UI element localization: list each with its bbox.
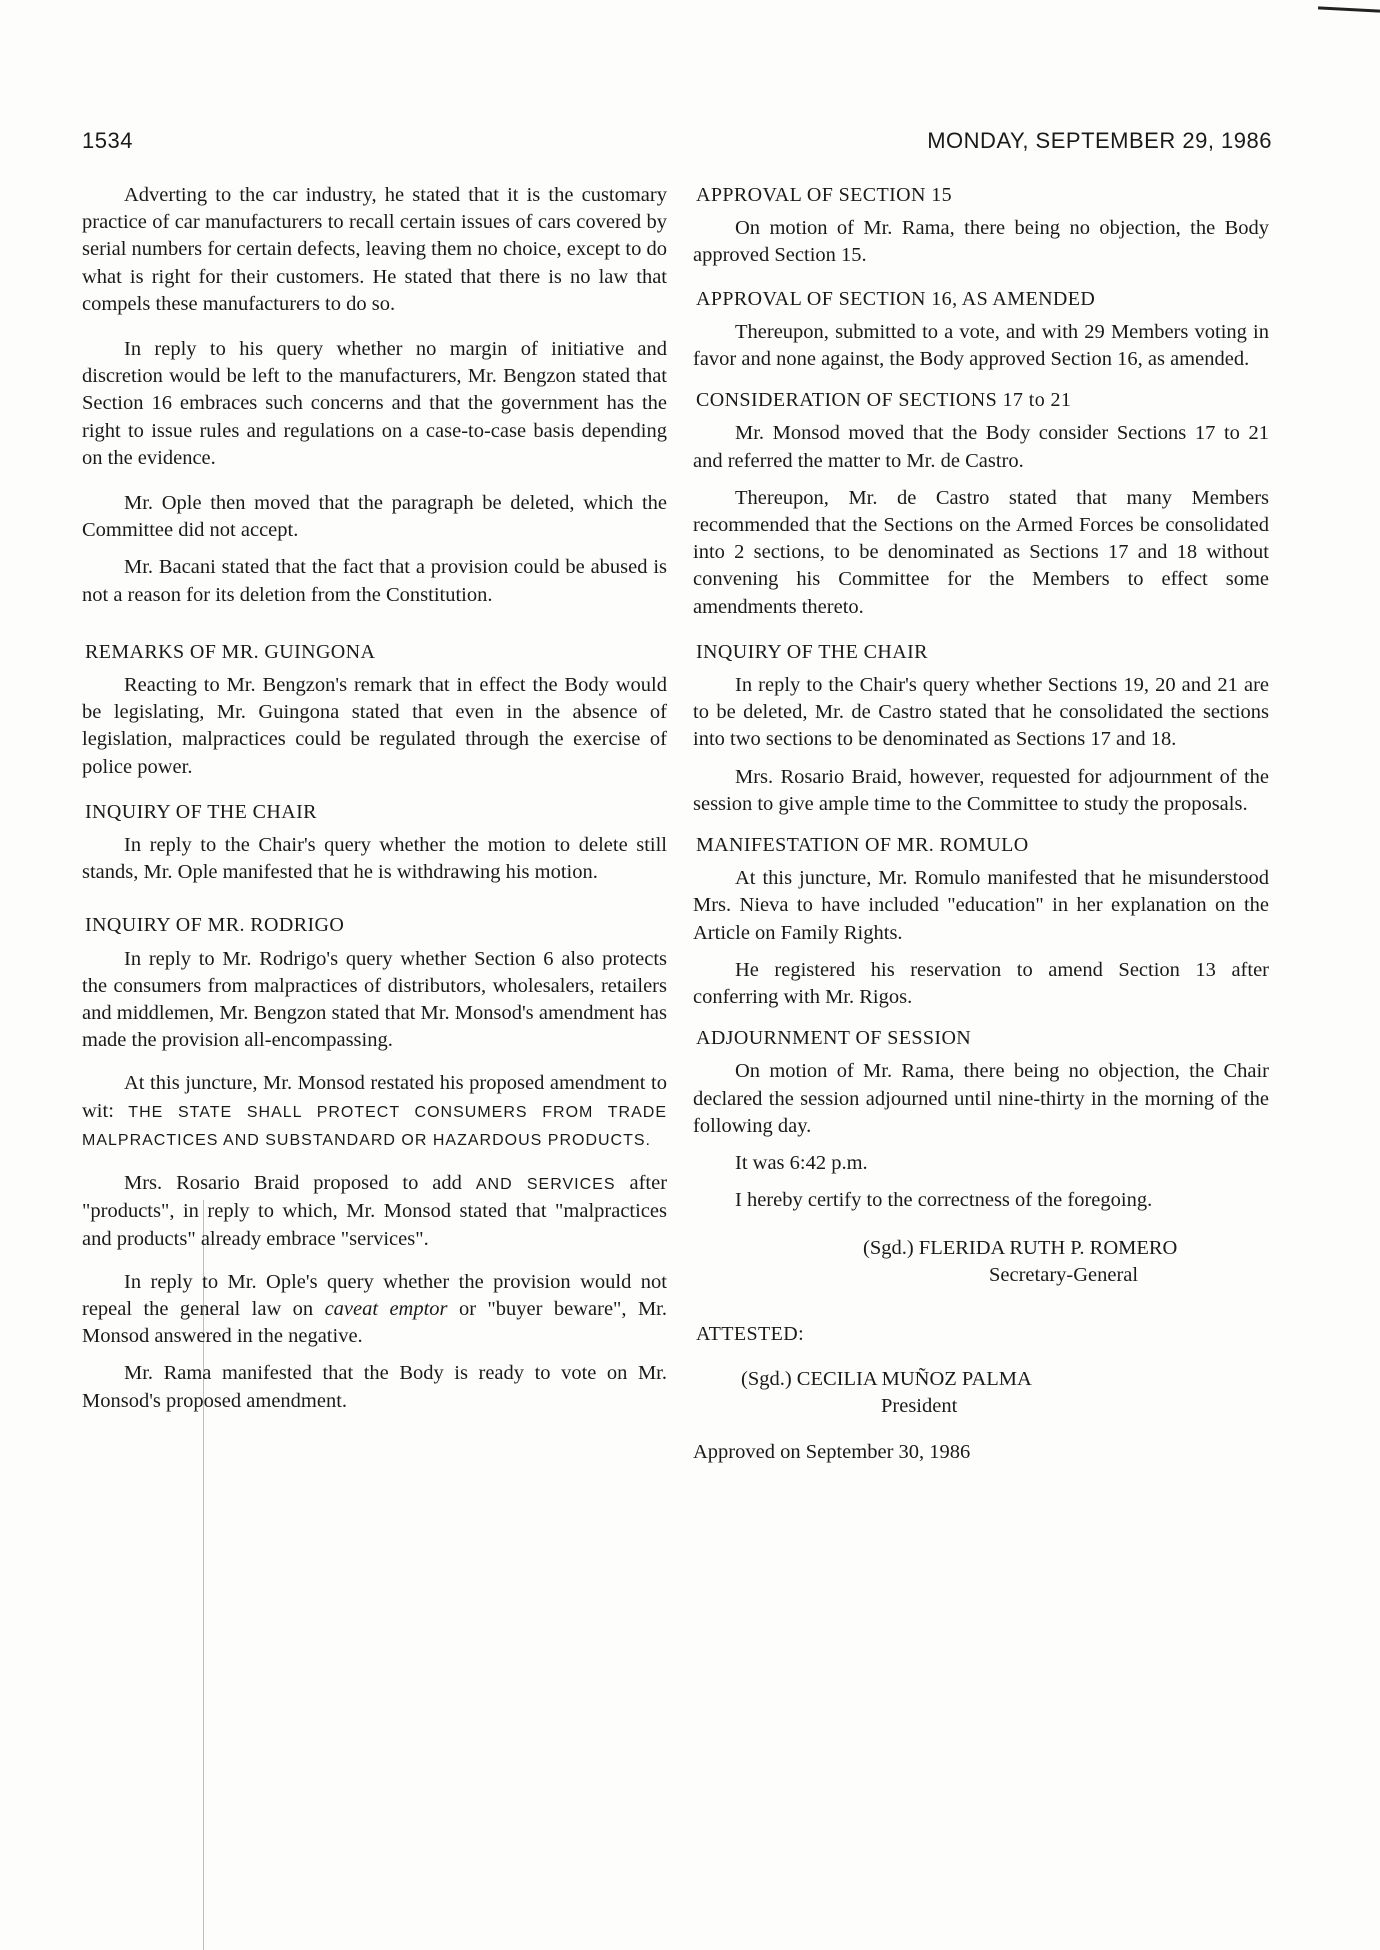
latin-term: caveat emptor [324,1297,448,1320]
section-heading: APPROVAL OF SECTION 15 [696,184,953,206]
paragraph: In reply to his query whether no margin of initiative and discretion would be left to the manufacturers, Mr. Bengzon stated that Section 16 embraces such concerns and that the government has the right to issue rules and regulations on a case-to-case basis depending on the evidence. [82,338,667,469]
paragraph: At this juncture, Mr. Romulo manifested that he misunderstood Mrs. Nieva to have included "education" in her explanation on the Article on Family Rights. [693,867,1269,944]
section-heading: APPROVAL OF SECTION 16, AS AMENDED [696,287,1096,310]
paragraph-text: At this juncture, Mr. Monsod restated his proposed amendment to wit: [82,1072,667,1122]
paragraph: Thereupon, Mr. de Castro stated that many Members recommended that the Sections on the Armed Forces be consolidated into 2 sections, to be denominated as Sections 17 and 18 without convening his Committee for the Members to effect some amendments thereto. [693,486,1269,618]
signatory-name: (Sgd.) FLERIDA RUTH P. ROMERO [863,1236,1178,1259]
page-date: MONDAY, SEPTEMBER 29, 1986 [927,128,1272,153]
signature-block-president [693,1366,1269,1420]
page-number: 1534 [82,128,133,153]
section-heading: ADJOURNMENT OF SESSION [696,1027,972,1050]
paragraph: In reply to the Chair's query whether the motion to delete still stands, Mr. Ople manifested that he is withdrawing his motion. [82,834,667,884]
paragraph-text: or "buyer beware", Mr. Monsod answered in the negative. [82,1297,668,1348]
paragraph: In reply to the Chair's query whether Sections 19, 20 and 21 are to be deleted, Mr. de Castro stated that he consolidated the sections into two sections to be denominated as Sections 17 and 18. [693,674,1269,751]
left-column [82,182,667,1425]
signatory-title: President [881,1395,958,1418]
paragraph [82,1070,667,1154]
paragraph-text: Mrs. Rosario Braid proposed to add [124,1172,462,1195]
paragraph: On motion of Mr. Rama, there being no objection, the Chair declared the session adjourned until nine-thirty in the morning of the following day. [693,1060,1269,1137]
signatory-name: (Sgd.) CECILIA MUÑOZ PALMA [741,1368,1032,1391]
paragraph: Adverting to the car industry, he stated that it is the customary practice of car manufacturers to recall certain issues of cars covered by serial numbers for certain defects, leaving them no choice, except to do what is right for their customers. He stated that there is no law that compels these manufacturers to do so. [82,184,667,315]
section-heading: INQUIRY OF MR. RODRIGO [85,914,345,937]
amendment-text: AND SERVICES [475,1176,616,1194]
paragraph: Mr. Ople then moved that the paragraph be deleted, which the Committee did not accept. [82,492,667,542]
amendment-text: THE STATE SHALL PROTECT CONSUMERS FROM TRADE MALPRACTICES AND SUBSTANDARD OR HAZARDOUS PRODUCTS. [82,1103,668,1149]
signatory-title: Secretary-General [989,1263,1139,1286]
paragraph-text: after "products", in reply to which, Mr. Monsod stated that "malpractices and products" already embrace "services". [82,1172,668,1250]
section-heading: MANIFESTATION OF MR. ROMULO [696,834,1029,857]
right-column [693,182,1269,1476]
section-heading: INQUIRY OF THE CHAIR [85,800,317,823]
paragraph: He registered his reservation to amend Section 13 after conferring with Mr. Rigos. [693,958,1269,1009]
attested-label: ATTESTED: [696,1322,805,1345]
paragraph: I hereby certify to the correctness of the foregoing. [735,1189,1153,1212]
section-heading: INQUIRY OF THE CHAIR [696,640,928,663]
paragraph: Mr. Bacani stated that the fact that a provision could be abused is not a reason for its deletion from the Constitution. [82,556,667,606]
paragraph: Mr. Monsod moved that the Body consider Sections 17 to 21 and referred the matter to Mr. de Castro. [693,422,1269,472]
paragraph: Thereupon, submitted to a vote, and with 29 Members voting in favor and none against, the Body approved Section 16, as amended. [693,320,1269,371]
signature-block-secretary [693,1235,1269,1289]
section-heading: CONSIDERATION OF SECTIONS 17 to 21 [696,389,1072,412]
paragraph: It was 6:42 p.m. [735,1152,868,1175]
page-header [82,128,1272,158]
paragraph [82,1170,667,1253]
paragraph-text: In reply to Mr. Ople's query whether the provision would not repeal the general law on [82,1270,667,1320]
scan-fold-line [203,1200,204,1950]
paragraph [82,1269,667,1351]
scan-edge-mark [1318,6,1380,12]
paragraph: On motion of Mr. Rama, there being no objection, the Body approved Section 15. [693,217,1269,267]
paragraph: Reacting to Mr. Bengzon's remark that in effect the Body would be legislating, Mr. Guingona stated that even in the absence of legislation, malpractices could be regulated through the exercise of police power. [82,674,667,778]
paragraph: Mr. Rama manifested that the Body is ready to vote on Mr. Monsod's proposed amendment. [82,1362,667,1412]
section-heading: REMARKS OF MR. GUINGONA [85,640,376,663]
paragraph: Mrs. Rosario Braid, however, requested for adjournment of the session to give ample time to the Committee to study the proposals. [693,765,1269,815]
paragraph: In reply to Mr. Rodrigo's query whether Section 6 also protects the consumers from malpractices of distributors, wholesalers, retailers and middlemen, Mr. Bengzon stated that Mr. Monsod's amendment has made the provision all-encompassing. [82,947,667,1052]
approval-line: Approved on September 30, 1986 [693,1440,971,1463]
